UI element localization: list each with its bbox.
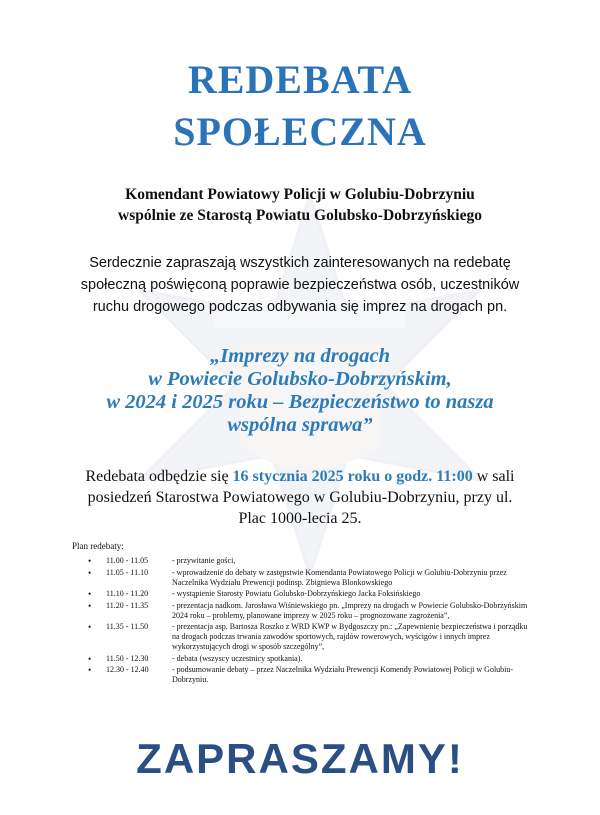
venue-prefix: Redebata odbędzie się — [85, 468, 233, 485]
plan-item-time: • 11.35 - 11.50 — [106, 622, 149, 631]
invite-line3: ruchu drogowego podczas odbywania się imprez na drogach pn. — [92, 299, 508, 315]
venue-suffix: w sali — [472, 468, 515, 485]
invite-line2: społeczną poświęconą poprawie bezpieczeństwa osób, uczestników — [80, 277, 520, 293]
poster-title-line1: REDEBATA — [187, 57, 413, 102]
plan-item-time: • 11.50 - 12.30 — [106, 653, 149, 663]
plan-heading: Plan redebaty: — [72, 541, 124, 551]
plan-item-time: • 11.20 - 11.35 — [106, 600, 149, 610]
plan-item — [90, 601, 530, 621]
poster-title-line2: SPOŁECZNA — [173, 109, 427, 154]
plan-item-desc: - debata (wszyscy uczestnicy spotkania). — [172, 653, 303, 663]
plan-item — [90, 568, 530, 588]
plan-item-time: • 11.10 - 11.20 — [106, 589, 149, 598]
plan-item — [90, 622, 530, 652]
event-date: 16 stycznia 2025 roku o godz. 11:00 — [232, 468, 473, 485]
venue-line1 — [0, 466, 600, 487]
organizer-line2: wspólnie ze Starostą Powiatu Golubsko-Dobrzyńskiego — [118, 207, 482, 224]
plan-item-time: • 11.05 - 11.10 — [106, 567, 149, 577]
venue-line3: Plac 1000-lecia 25. — [238, 510, 362, 527]
venue-line2: posiedzeń Starostwa Powiatowego w Golubiu-Dobrzyniu, przy ul. — [87, 489, 513, 506]
invitation-text — [0, 252, 600, 318]
plan-item-desc: - wprowadzenie do debaty w zastępstwie Komendanta Powiatowego Policji w Golubiu-Dobrzyniu przez Naczelnika Wydziału Prewencji podinsp. Zbigniewa Blonkowskiego — [172, 567, 507, 587]
plan-item-desc: - prezentacja asp. Bartosza Roszko z WRD KWP w Bydgoszczy pn.: „Zapewnienie bezpieczeństwa i porządku na drogach podczas trwania zawodów sportowych, rajdów rowerowych, wyścigów i innych imprez wykorzystujących drogi w sposób szczególny”, — [172, 622, 528, 651]
plan-item — [90, 654, 530, 664]
plan-item-time: • 11.00 - 11.05 — [106, 556, 149, 565]
event-title-line2: w Powiecie Golubsko-Dobrzyńskim, — [148, 368, 452, 390]
plan-item-desc: - wystąpienie Starosty Powiatu Golubsko-Dobrzyńskiego Jacka Foksińskiego — [172, 589, 421, 598]
plan-item — [90, 556, 530, 566]
organizer-text — [0, 184, 600, 226]
plan-item-desc: - podsumowanie debaty – przez Naczelnika Wydziału Prewencji Komendy Powiatowej Policji w Golubiu-Dobrzyniu. — [172, 665, 514, 684]
plan-list — [90, 556, 530, 687]
venue-info — [0, 466, 600, 529]
event-title-line3: w 2024 i 2025 roku – Bezpieczeństwo to nasza — [106, 391, 494, 413]
event-title — [0, 345, 600, 437]
plan-item-desc: - prezentacja nadkom. Jarosława Wiśniewskiego pn. „Imprezy na drogach w Powiecie Golubsko-Dobrzyńskim 2024 roku – problemy, planowane imprezy w 2025 roku – prognozowane zagrożenia”, — [172, 600, 528, 620]
plan-item-desc: - przywitanie gości, — [172, 556, 236, 565]
plan-item — [90, 665, 530, 685]
invite-cta: ZAPRASZAMY! — [136, 735, 464, 782]
event-title-line1: „Imprezy na drogach — [210, 345, 390, 367]
event-title-line4: wspólna sprawa” — [227, 414, 373, 436]
organizer-line1: Komendant Powiatowy Policji w Golubiu-Dobrzyniu — [125, 186, 475, 203]
plan-item — [90, 589, 530, 599]
invite-line1: Serdecznie zapraszają wszystkich zainteresowanych na redebatę — [89, 255, 511, 271]
plan-item-time: • 12.30 - 12.40 — [106, 665, 149, 674]
